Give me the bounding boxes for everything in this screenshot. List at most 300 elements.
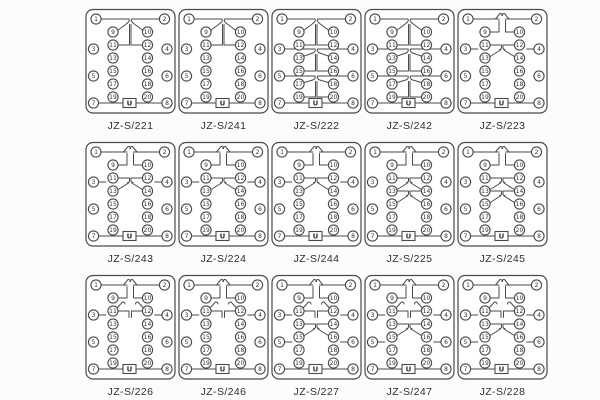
svg-text:3: 3: [184, 179, 189, 187]
terminal-15: [108, 332, 118, 342]
terminal-17: [480, 79, 490, 89]
svg-text:16: 16: [515, 201, 524, 209]
terminal-19: [480, 92, 490, 102]
svg-text:9: 9: [297, 295, 301, 303]
terminal-2: [438, 14, 448, 24]
svg-text:6: 6: [351, 339, 355, 347]
terminal-6: [441, 337, 451, 347]
terminal-16: [328, 66, 338, 76]
svg-text:20: 20: [515, 360, 524, 368]
terminal-4: [162, 177, 172, 187]
svg-text:17: 17: [202, 81, 210, 89]
terminal-2: [159, 147, 169, 157]
terminal-12: [328, 306, 338, 316]
relay-diagram-svg: [270, 274, 363, 382]
terminal-17: [201, 345, 211, 355]
svg-text:11: 11: [109, 308, 117, 316]
terminal-1: [91, 147, 101, 157]
svg-text:8: 8: [165, 366, 169, 374]
terminal-1: [463, 147, 473, 157]
svg-text:1: 1: [466, 16, 470, 24]
svg-text:13: 13: [295, 321, 303, 329]
terminal-1: [370, 147, 380, 157]
svg-text:12: 12: [143, 175, 152, 183]
svg-text:11: 11: [388, 175, 396, 183]
svg-text:3: 3: [370, 46, 375, 54]
terminal-12: [514, 173, 524, 183]
svg-text:3: 3: [91, 179, 96, 187]
terminal-17: [201, 79, 211, 89]
terminal-14: [421, 319, 431, 329]
svg-text:U: U: [498, 365, 505, 374]
terminal-7: [88, 231, 98, 241]
svg-text:5: 5: [463, 339, 468, 347]
svg-text:17: 17: [388, 347, 396, 355]
terminal-9: [294, 27, 304, 37]
svg-text:18: 18: [143, 214, 152, 222]
relay-diagram-svg: [84, 141, 177, 249]
terminal-15: [387, 332, 397, 342]
relay-diagram-svg: [456, 274, 549, 382]
terminal-10: [421, 293, 431, 303]
svg-text:13: 13: [388, 55, 396, 63]
svg-text:12: 12: [515, 42, 524, 50]
svg-text:4: 4: [351, 312, 355, 320]
terminal-4: [534, 44, 544, 54]
svg-text:9: 9: [483, 162, 487, 170]
terminal-2: [345, 147, 355, 157]
terminal-6: [441, 71, 451, 81]
terminal-1: [277, 280, 287, 290]
svg-text:12: 12: [515, 308, 524, 316]
terminal-11: [294, 173, 304, 183]
svg-text:10: 10: [143, 162, 152, 170]
terminal-6: [348, 71, 358, 81]
svg-text:5: 5: [370, 206, 375, 214]
svg-text:13: 13: [202, 55, 210, 63]
terminal-20: [514, 225, 524, 235]
terminal-7: [88, 364, 98, 374]
terminal-12: [235, 173, 245, 183]
terminal-20: [514, 92, 524, 102]
terminal-12: [421, 306, 431, 316]
svg-text:8: 8: [444, 100, 448, 108]
terminal-18: [514, 345, 524, 355]
diagram-cell: [177, 5, 270, 138]
diagram-cell: [84, 5, 177, 138]
terminal-16: [514, 199, 524, 209]
svg-text:17: 17: [202, 214, 210, 222]
svg-text:3: 3: [184, 312, 189, 320]
terminal-9: [387, 160, 397, 170]
svg-text:12: 12: [329, 308, 338, 316]
terminal-19: [108, 225, 118, 235]
svg-text:15: 15: [481, 201, 489, 209]
svg-text:2: 2: [534, 16, 539, 24]
svg-text:7: 7: [91, 233, 96, 241]
terminal-4: [348, 177, 358, 187]
svg-text:2: 2: [162, 149, 167, 157]
terminal-11: [108, 306, 118, 316]
terminal-11: [201, 173, 211, 183]
terminal-5: [274, 204, 284, 214]
terminal-3: [274, 44, 284, 54]
svg-text:8: 8: [258, 100, 262, 108]
relay-diagram-svg: [177, 274, 270, 382]
terminal-13: [480, 186, 490, 196]
svg-text:6: 6: [444, 206, 448, 214]
svg-text:12: 12: [143, 42, 152, 50]
svg-text:19: 19: [109, 227, 117, 235]
svg-text:9: 9: [390, 162, 394, 170]
terminal-8: [441, 364, 451, 374]
terminal-3: [88, 177, 98, 187]
svg-text:16: 16: [515, 68, 524, 76]
svg-text:20: 20: [422, 360, 431, 368]
svg-text:13: 13: [388, 188, 396, 196]
svg-text:8: 8: [351, 233, 355, 241]
svg-text:18: 18: [329, 347, 338, 355]
terminal-15: [294, 332, 304, 342]
svg-text:2: 2: [348, 16, 353, 24]
terminal-19: [201, 225, 211, 235]
svg-text:7: 7: [184, 100, 189, 108]
terminal-17: [294, 345, 304, 355]
svg-text:12: 12: [143, 308, 152, 316]
terminal-9: [108, 160, 118, 170]
terminal-8: [162, 231, 172, 241]
terminal-19: [387, 92, 397, 102]
svg-text:18: 18: [329, 81, 338, 89]
svg-text:17: 17: [388, 81, 396, 89]
terminal-18: [421, 345, 431, 355]
terminal-9: [387, 293, 397, 303]
svg-text:7: 7: [463, 100, 468, 108]
svg-text:18: 18: [422, 81, 431, 89]
terminal-7: [181, 364, 191, 374]
terminal-19: [294, 358, 304, 368]
svg-text:12: 12: [422, 175, 431, 183]
diagram-label: JZ-S/228: [479, 386, 526, 398]
svg-text:14: 14: [329, 321, 338, 329]
svg-text:7: 7: [370, 233, 375, 241]
svg-text:19: 19: [481, 227, 489, 235]
svg-text:16: 16: [236, 201, 245, 209]
terminal-14: [142, 186, 152, 196]
svg-text:13: 13: [109, 321, 117, 329]
terminal-3: [274, 310, 284, 320]
svg-text:13: 13: [295, 55, 303, 63]
svg-text:15: 15: [202, 334, 210, 342]
svg-text:6: 6: [165, 73, 169, 81]
terminal-12: [421, 173, 431, 183]
terminal-19: [387, 225, 397, 235]
terminal-20: [421, 358, 431, 368]
svg-text:3: 3: [277, 179, 282, 187]
svg-text:4: 4: [444, 312, 448, 320]
terminal-20: [514, 358, 524, 368]
diagram-cell: [177, 271, 270, 400]
terminal-12: [514, 306, 524, 316]
svg-text:17: 17: [109, 81, 117, 89]
terminal-7: [274, 231, 284, 241]
svg-text:4: 4: [351, 46, 355, 54]
terminal-8: [534, 98, 544, 108]
terminal-18: [235, 212, 245, 222]
terminal-8: [162, 98, 172, 108]
svg-text:13: 13: [109, 55, 117, 63]
svg-text:6: 6: [537, 339, 541, 347]
svg-text:7: 7: [370, 366, 375, 374]
svg-text:1: 1: [280, 16, 284, 24]
terminal-5: [274, 337, 284, 347]
terminal-7: [367, 98, 377, 108]
svg-text:12: 12: [422, 42, 431, 50]
svg-text:4: 4: [351, 179, 355, 187]
terminal-1: [463, 280, 473, 290]
svg-text:19: 19: [109, 360, 117, 368]
terminal-15: [201, 66, 211, 76]
svg-text:14: 14: [515, 188, 524, 196]
svg-text:16: 16: [329, 68, 338, 76]
svg-text:4: 4: [165, 179, 169, 187]
terminal-18: [328, 79, 338, 89]
svg-text:5: 5: [91, 339, 96, 347]
terminal-20: [421, 225, 431, 235]
svg-text:U: U: [219, 99, 226, 108]
relay-diagram-svg: [84, 8, 177, 116]
svg-text:11: 11: [109, 42, 117, 50]
svg-text:10: 10: [329, 295, 338, 303]
svg-text:16: 16: [236, 334, 245, 342]
svg-text:18: 18: [422, 214, 431, 222]
svg-text:U: U: [498, 99, 505, 108]
svg-text:6: 6: [537, 73, 541, 81]
terminal-11: [294, 40, 304, 50]
svg-text:12: 12: [236, 42, 245, 50]
svg-text:15: 15: [295, 334, 303, 342]
terminal-18: [421, 212, 431, 222]
terminal-15: [480, 66, 490, 76]
svg-text:U: U: [312, 99, 319, 108]
svg-text:17: 17: [109, 347, 117, 355]
terminal-19: [294, 92, 304, 102]
terminal-17: [294, 212, 304, 222]
svg-text:14: 14: [329, 188, 338, 196]
terminal-19: [108, 92, 118, 102]
svg-text:3: 3: [370, 312, 375, 320]
relay-diagram-svg: [456, 8, 549, 116]
svg-text:8: 8: [258, 366, 262, 374]
terminal-2: [252, 147, 262, 157]
svg-text:15: 15: [295, 201, 303, 209]
svg-text:U: U: [405, 232, 412, 241]
svg-text:2: 2: [534, 282, 539, 290]
terminal-16: [328, 332, 338, 342]
terminal-6: [162, 204, 172, 214]
svg-text:13: 13: [481, 188, 489, 196]
svg-text:U: U: [312, 232, 319, 241]
svg-text:1: 1: [280, 149, 284, 157]
relay-diagram-svg: [177, 141, 270, 249]
terminal-10: [328, 293, 338, 303]
terminal-6: [162, 337, 172, 347]
terminal-10: [514, 27, 524, 37]
terminal-14: [235, 186, 245, 196]
terminal-13: [294, 319, 304, 329]
svg-text:20: 20: [329, 94, 338, 102]
svg-text:17: 17: [388, 214, 396, 222]
terminal-6: [348, 337, 358, 347]
terminal-18: [235, 345, 245, 355]
svg-text:20: 20: [515, 94, 524, 102]
diagram-label: JZ-S/221: [107, 120, 154, 132]
svg-text:9: 9: [390, 295, 394, 303]
svg-text:8: 8: [444, 233, 448, 241]
svg-text:6: 6: [351, 206, 355, 214]
svg-text:12: 12: [236, 175, 245, 183]
svg-text:20: 20: [329, 360, 338, 368]
terminal-9: [201, 160, 211, 170]
terminal-18: [328, 212, 338, 222]
svg-text:2: 2: [162, 16, 167, 24]
terminal-10: [421, 160, 431, 170]
terminal-16: [142, 199, 152, 209]
svg-text:4: 4: [258, 179, 262, 187]
terminal-11: [480, 40, 490, 50]
svg-text:14: 14: [236, 55, 245, 63]
svg-text:2: 2: [348, 149, 353, 157]
terminal-14: [328, 319, 338, 329]
terminal-4: [441, 177, 451, 187]
svg-text:2: 2: [441, 149, 446, 157]
terminal-17: [480, 212, 490, 222]
svg-text:1: 1: [94, 16, 98, 24]
terminal-7: [181, 231, 191, 241]
terminal-15: [108, 66, 118, 76]
terminal-5: [88, 204, 98, 214]
terminal-3: [274, 177, 284, 187]
terminal-20: [235, 358, 245, 368]
svg-text:11: 11: [295, 175, 303, 183]
terminal-19: [294, 225, 304, 235]
terminal-16: [421, 332, 431, 342]
svg-text:18: 18: [515, 214, 524, 222]
svg-text:17: 17: [481, 347, 489, 355]
terminal-16: [514, 66, 524, 76]
terminal-20: [421, 92, 431, 102]
terminal-15: [294, 199, 304, 209]
terminal-9: [294, 160, 304, 170]
svg-text:10: 10: [143, 29, 152, 37]
terminal-6: [255, 204, 265, 214]
svg-text:6: 6: [537, 206, 541, 214]
terminal-7: [88, 98, 98, 108]
terminal-5: [88, 337, 98, 347]
svg-text:16: 16: [422, 201, 431, 209]
terminal-5: [181, 337, 191, 347]
terminal-11: [387, 173, 397, 183]
svg-text:10: 10: [236, 162, 245, 170]
svg-text:15: 15: [388, 201, 396, 209]
diagram-cell: [363, 5, 456, 138]
terminal-4: [441, 44, 451, 54]
svg-text:13: 13: [202, 188, 210, 196]
svg-text:1: 1: [94, 282, 98, 290]
svg-text:13: 13: [295, 188, 303, 196]
svg-text:14: 14: [329, 55, 338, 63]
terminal-16: [328, 199, 338, 209]
terminal-12: [328, 40, 338, 50]
terminal-4: [348, 44, 358, 54]
terminal-15: [201, 199, 211, 209]
svg-text:1: 1: [466, 282, 470, 290]
relay-diagram-svg: [363, 8, 456, 116]
svg-text:19: 19: [481, 94, 489, 102]
terminal-14: [235, 53, 245, 63]
terminal-15: [294, 66, 304, 76]
svg-text:1: 1: [187, 282, 191, 290]
svg-text:20: 20: [143, 94, 152, 102]
svg-text:19: 19: [388, 94, 396, 102]
terminal-12: [142, 306, 152, 316]
svg-text:11: 11: [481, 42, 489, 50]
svg-text:17: 17: [295, 81, 303, 89]
svg-text:18: 18: [515, 347, 524, 355]
terminal-7: [181, 98, 191, 108]
terminal-6: [348, 204, 358, 214]
svg-text:14: 14: [422, 321, 431, 329]
svg-text:14: 14: [143, 188, 152, 196]
svg-text:12: 12: [422, 308, 431, 316]
svg-text:15: 15: [388, 334, 396, 342]
svg-text:20: 20: [143, 360, 152, 368]
terminal-11: [387, 306, 397, 316]
diagram-label: JZ-S/242: [386, 120, 433, 132]
terminal-9: [480, 293, 490, 303]
diagram-label: JZ-S/222: [293, 120, 340, 132]
terminal-8: [348, 364, 358, 374]
svg-text:14: 14: [422, 55, 431, 63]
diagram-cell: [84, 271, 177, 400]
svg-text:5: 5: [277, 206, 282, 214]
terminal-3: [88, 310, 98, 320]
diagram-cell: [456, 271, 549, 400]
terminal-20: [328, 225, 338, 235]
svg-text:12: 12: [329, 175, 338, 183]
svg-text:4: 4: [444, 46, 448, 54]
svg-text:14: 14: [515, 55, 524, 63]
svg-text:12: 12: [236, 308, 245, 316]
svg-text:19: 19: [202, 94, 210, 102]
terminal-17: [108, 79, 118, 89]
svg-text:17: 17: [295, 347, 303, 355]
svg-text:10: 10: [236, 295, 245, 303]
terminal-2: [531, 280, 541, 290]
terminal-13: [108, 319, 118, 329]
svg-text:20: 20: [515, 227, 524, 235]
diagram-label: JZ-S/246: [200, 386, 247, 398]
diagram-cell: [270, 138, 363, 271]
terminal-12: [235, 306, 245, 316]
svg-text:20: 20: [422, 94, 431, 102]
terminal-10: [514, 160, 524, 170]
svg-text:7: 7: [91, 100, 96, 108]
terminal-3: [181, 177, 191, 187]
diagram-cell: [84, 138, 177, 271]
terminal-19: [201, 358, 211, 368]
svg-text:9: 9: [204, 162, 208, 170]
